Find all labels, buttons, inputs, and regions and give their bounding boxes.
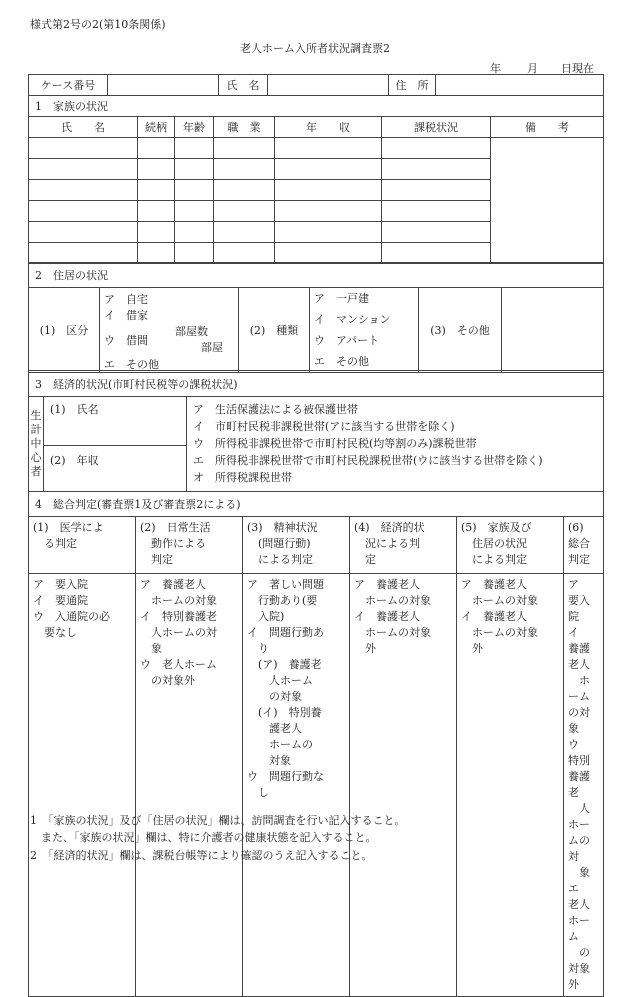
family-cell[interactable] [175, 159, 214, 180]
judgment-option-line: 人ホーム [247, 674, 313, 687]
tax-status-option: オ 所得税課税世帯 [193, 471, 292, 484]
judgment-header-5 [457, 517, 564, 574]
family-cell[interactable] [138, 159, 175, 180]
judgment-option-line: の対象外 [140, 674, 195, 687]
judgment-header-6 [564, 517, 604, 574]
breadwinner-income-label: (2) 年収 [44, 446, 187, 492]
housing-other-option: エ その他 [104, 358, 159, 371]
rooms-unit: 部屋 [201, 341, 223, 354]
family-col-age: 年齢 [175, 117, 214, 138]
judgment-options-5 [457, 574, 564, 997]
family-cell[interactable] [138, 180, 175, 201]
breadwinner-label-text: 生計中心者 [30, 409, 42, 478]
family-cell[interactable] [29, 180, 138, 201]
family-cell[interactable] [138, 243, 175, 264]
date-year: 年 [490, 62, 501, 75]
judgment-header-2 [136, 517, 243, 574]
judgment-option-line: (イ) 特別養 [247, 706, 322, 719]
judgment-header-line: (3) 精神状況 [247, 521, 318, 534]
family-cell[interactable] [214, 138, 275, 159]
housing-type-options [100, 288, 239, 373]
judgment-header-line: 住居の状況 [461, 537, 527, 550]
judgment-option-line: ホームの対象 [354, 626, 431, 639]
family-col-name: 氏 名 [29, 117, 138, 138]
family-cell[interactable] [138, 222, 175, 243]
judgment-option-line: 入院) [247, 610, 285, 623]
judgment-header-line: 定 [354, 553, 376, 566]
family-row [29, 138, 604, 159]
family-cell[interactable] [275, 201, 382, 222]
judgment-option-line: ア 養護老人 [461, 578, 527, 591]
section-4-heading: 4 総合判定(審査票1及び審査票2による) [29, 492, 604, 517]
judgment-option-line: 対象 [247, 754, 291, 767]
section-2-heading: 2 住居の状況 [29, 263, 604, 288]
judgment-option-line: イ 養護老人 [461, 610, 527, 623]
family-cell[interactable] [275, 138, 382, 159]
judgment-options-6 [564, 574, 604, 997]
family-cell[interactable] [214, 180, 275, 201]
judgment-header-line: (2) 日常生活 [140, 521, 211, 534]
judgment-header-line: 動作による [140, 537, 206, 550]
judgment-option-line: 外 [461, 642, 483, 655]
housing-kind-option: ウ アパート [314, 334, 380, 347]
judgment-header-line: による判定 [247, 553, 313, 566]
judgment-option-line: ホームの対象 [140, 594, 217, 607]
judgment-header-line: 判定 [140, 553, 173, 566]
judgment-header-line: 況による判 [354, 537, 420, 550]
judgment-options-3 [243, 574, 350, 997]
date-month: 月 [527, 62, 538, 75]
judgment-option-line: ウ 問題行動な [247, 770, 324, 783]
address-label: 住 所 [389, 75, 436, 96]
housing-room-option: ウ 借間 [104, 334, 148, 347]
judgment-option-line: イ 問題行動あ [247, 626, 324, 639]
judgment-option-line: ア 著しい問題 [247, 578, 324, 591]
section-3-heading: 3 経済的状況(市町村民税等の課税状況) [29, 371, 604, 397]
judgment-option-line: イ 養護老人 [568, 626, 590, 671]
judgment-header-1 [29, 517, 136, 574]
housing-kind-options [310, 288, 419, 373]
judgment-option-line: イ 特別養護老 [140, 610, 217, 623]
judgment-option-line: イ 養護老人 [354, 610, 420, 623]
page-title: 老人ホーム入所者状況調査票2 [240, 42, 390, 55]
note-1-cont: また、「家族の状況」欄は、特に介護者の健康状態を記入すること。 [30, 831, 377, 844]
judgment-header-3 [243, 517, 350, 574]
housing-other-label: (3) その他 [419, 288, 502, 373]
family-cell[interactable] [382, 222, 491, 243]
family-cell[interactable] [275, 222, 382, 243]
judgment-header-line: る判定 [33, 537, 77, 550]
judgment-table [28, 516, 604, 997]
judgment-header-line: (4) 経済的状 [354, 521, 425, 534]
judgment-option-line: 象 [140, 642, 162, 655]
judgment-option-line: ホームの対象 [461, 626, 538, 639]
judgment-header-line: による判定 [461, 553, 527, 566]
housing-own-option: ア 自宅 [104, 293, 148, 306]
family-col-income: 年 収 [275, 117, 382, 138]
family-cell[interactable] [214, 159, 275, 180]
housing-kind-option: エ その他 [314, 355, 369, 368]
housing-table [28, 287, 604, 373]
section-1-heading: 1 家族の状況 [29, 96, 604, 117]
note-2: 2 「経済的状況」欄は、課税台帳等により確認のうえ記入すること。 [30, 849, 373, 862]
judgment-option-line: ア 要入院 [33, 578, 88, 591]
judgment-option-line: の対象外 [568, 946, 590, 991]
family-cell[interactable] [175, 138, 214, 159]
form-id: 様式第2号の2(第10条関係) [30, 18, 166, 31]
breadwinner-name-label: (1) 氏名 [44, 397, 187, 446]
judgment-option-line: エ 老人ホーム [568, 882, 590, 943]
judgment-option-line: 人ホームの対 [568, 802, 590, 863]
judgment-option-line: 行動あり(要 [247, 594, 318, 607]
judgment-options-2 [136, 574, 243, 997]
name-label: 氏 名 [219, 75, 268, 96]
family-cell[interactable] [138, 201, 175, 222]
address-field[interactable] [436, 75, 604, 96]
section-2-heading-row [28, 262, 604, 288]
case-no-field[interactable] [108, 75, 219, 96]
family-cell[interactable] [29, 201, 138, 222]
family-cell[interactable] [275, 159, 382, 180]
family-remarks-cell[interactable] [491, 138, 604, 264]
housing-rent-option: イ 借家 [104, 309, 148, 322]
family-cell[interactable] [138, 138, 175, 159]
tax-status-option: ア 生活保護法による被保護世帯 [193, 403, 358, 416]
family-col-relation: 続柄 [138, 117, 175, 138]
family-cell[interactable] [382, 243, 491, 264]
section-4-heading-row [28, 491, 604, 517]
family-cell[interactable] [175, 180, 214, 201]
family-cell[interactable] [29, 243, 138, 264]
judgment-header-line: (5) 家族及び [461, 521, 532, 534]
judgment-header-line: (1) 医学によ [33, 521, 104, 534]
judgment-option-line: り [247, 642, 269, 655]
judgment-option-line: ウ 入通院の必 [33, 610, 110, 623]
judgment-option-line: ウ 老人ホーム [140, 658, 217, 671]
name-field[interactable] [268, 75, 389, 96]
housing-kind-option: イ マンション [314, 313, 391, 326]
note-1: 1 「家族の状況」及び「住居の状況」欄は、訪問調査を行い記入すること。 [30, 814, 406, 827]
family-col-tax: 課税状況 [382, 117, 491, 138]
family-table [28, 116, 604, 264]
judgment-option-line: 護老人 [247, 722, 302, 735]
judgment-option-line: ホームの対象 [354, 594, 431, 607]
housing-type-label: (1) 区分 [29, 288, 100, 373]
header-table [28, 74, 604, 96]
family-cell[interactable] [214, 201, 275, 222]
family-cell[interactable] [382, 201, 491, 222]
breadwinner-label [29, 397, 44, 492]
tax-status-option: イ 市町村民税非課税世帯(アに該当する世帯を除く) [193, 420, 455, 433]
family-cell[interactable] [175, 201, 214, 222]
judgment-options-1 [29, 574, 136, 997]
judgment-option-line: ア 要入院 [568, 578, 590, 623]
family-cell[interactable] [275, 180, 382, 201]
judgment-option-line: ホームの対象 [461, 594, 538, 607]
tax-status-options [187, 397, 604, 492]
economic-table [28, 396, 604, 492]
family-cell[interactable] [382, 180, 491, 201]
family-cell[interactable] [29, 222, 138, 243]
family-cell[interactable] [175, 243, 214, 264]
family-col-remarks: 備 考 [491, 117, 604, 138]
family-cell[interactable] [382, 159, 491, 180]
family-cell[interactable] [214, 222, 275, 243]
judgment-options-4 [350, 574, 457, 997]
judgment-option-line: ホームの対象 [568, 674, 590, 735]
family-cell[interactable] [382, 138, 491, 159]
judgment-option-line: し [247, 786, 269, 799]
family-cell[interactable] [175, 222, 214, 243]
judgment-option-line: の対象 [247, 690, 302, 703]
housing-kind-option: ア 一戸建 [314, 292, 369, 305]
section-1-heading-row [28, 95, 604, 117]
tax-status-option: エ 所得税非課税世帯で市町村民税課税世帯(ウに該当する世帯を除く) [193, 454, 543, 467]
judgment-header-line: (問題行動) [247, 537, 311, 550]
judgment-option-line: 要なし [33, 626, 77, 639]
judgment-option-line: (ア) 養護老 [247, 658, 322, 671]
family-cell[interactable] [29, 159, 138, 180]
judgment-header-4 [350, 517, 457, 574]
judgment-option-line: ア 養護老人 [354, 578, 420, 591]
judgment-header-line: (6) 総合判定 [568, 521, 595, 566]
judgment-option-line: イ 要通院 [33, 594, 88, 607]
tax-status-option: ウ 所得税非課税世帯で市町村民税(均等割のみ)課税世帯 [193, 437, 477, 450]
judgment-option-line: 人ホームの対 [140, 626, 217, 639]
rooms-label: 部屋数 [175, 325, 208, 338]
section-3-heading-row [28, 370, 604, 397]
judgment-option-line: ア 養護老人 [140, 578, 206, 591]
date-day-now: 日現在 [561, 62, 594, 75]
family-col-job: 職 業 [214, 117, 275, 138]
case-no-label: ケース番号 [29, 75, 108, 96]
housing-kind-label: (2) 種類 [239, 288, 310, 373]
family-cell[interactable] [214, 243, 275, 264]
judgment-option-line: 外 [354, 642, 376, 655]
housing-other-field[interactable] [502, 288, 604, 373]
judgment-option-line: ホームの [247, 738, 313, 751]
judgment-option-line: 象 [568, 866, 590, 879]
judgment-option-line: ウ 特別養護老 [568, 738, 590, 799]
family-cell[interactable] [29, 138, 138, 159]
family-cell[interactable] [275, 243, 382, 264]
